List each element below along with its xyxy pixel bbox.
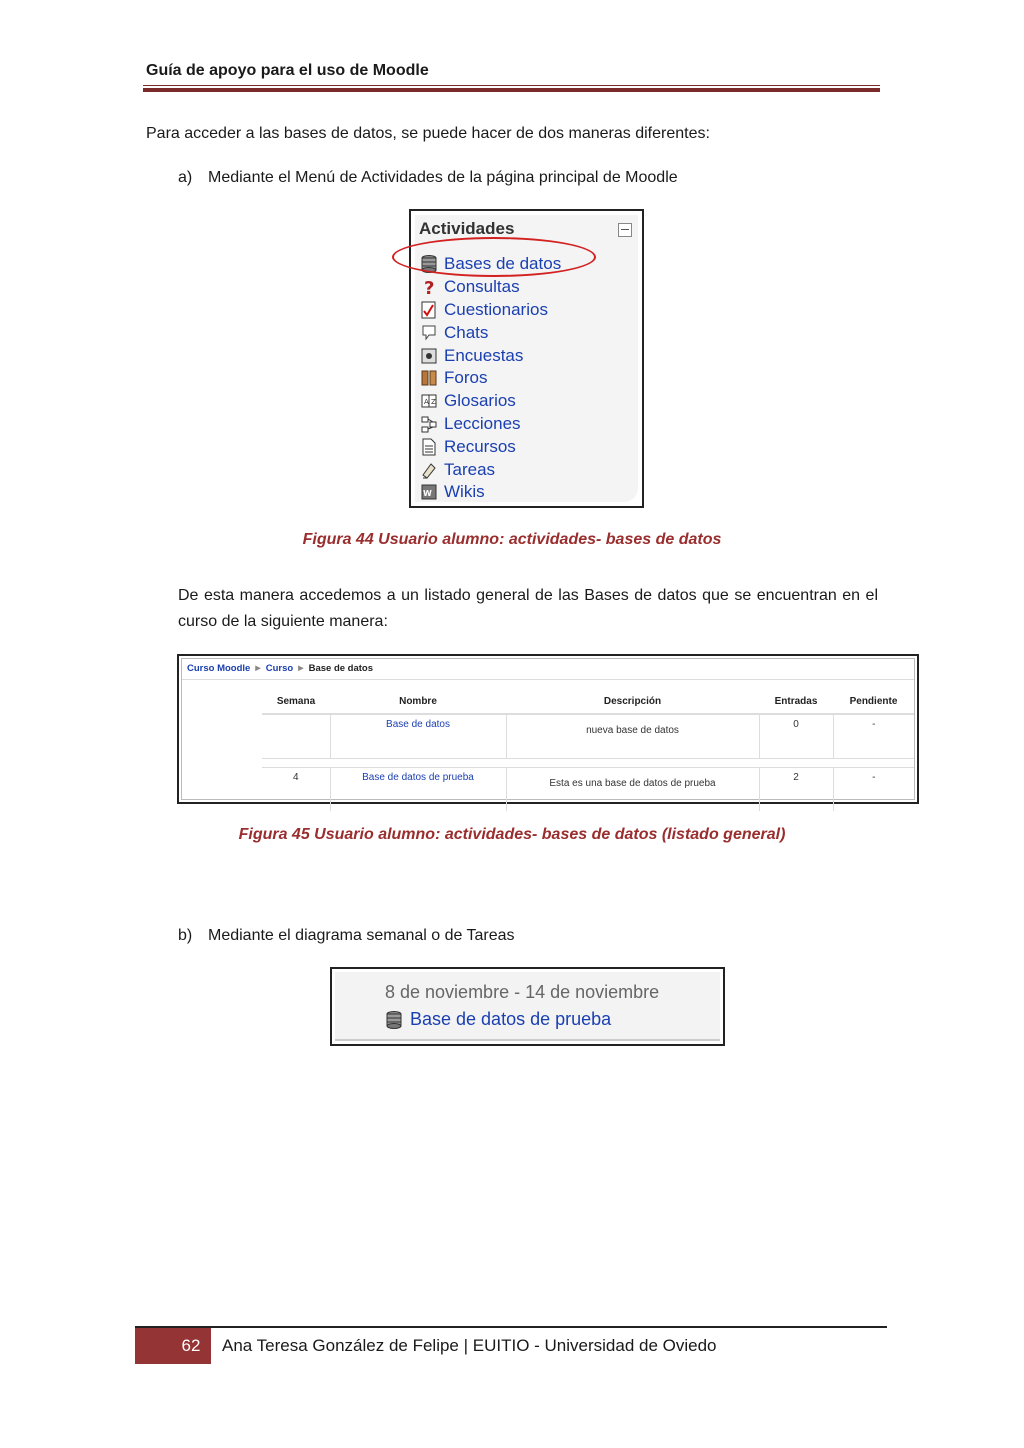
svg-text:A: A — [424, 398, 429, 407]
activity-item-label: Lecciones — [444, 413, 521, 433]
cell-pendiente: - — [872, 719, 876, 730]
figure-database-list — [177, 654, 919, 804]
page-number: 62 — [135, 1328, 211, 1364]
cell-nombre — [330, 714, 506, 759]
footer-text: Ana Teresa González de Felipe | EUITIO - Universidad de Oviedo — [222, 1336, 717, 1355]
week-title: 8 de noviembre - 14 de noviembre — [385, 982, 660, 1002]
intro-paragraph: Para acceder a las bases de datos, se puede hacer de dos maneras diferentes: — [146, 125, 710, 142]
activity-item-chats[interactable] — [420, 321, 561, 344]
breadcrumb-current: Base de datos — [308, 663, 374, 674]
column-header-nombre[interactable]: Nombre — [330, 689, 506, 714]
activity-item-label: Recursos — [444, 436, 516, 456]
activity-item-lecciones[interactable] — [420, 413, 561, 436]
activity-item-glosarios[interactable] — [420, 390, 561, 413]
figure-weekly-section — [330, 967, 725, 1046]
activity-item-wikis[interactable] — [420, 481, 561, 504]
figure-45-caption: Figura 45 Usuario alumno: actividades- bases de datos (listado general) — [238, 826, 786, 843]
description-text: Esta es una base de datos de prueba — [549, 778, 716, 789]
activity-item-label: Glosarios — [444, 391, 516, 411]
list-item-b-text: Mediante el diagrama semanal o de Tareas — [208, 927, 515, 944]
activity-item-tareas[interactable] — [420, 458, 561, 481]
lesson-icon — [420, 415, 438, 433]
cell-pendiente: - — [872, 772, 876, 783]
cell-semana — [262, 714, 330, 759]
list-item-a-label: a) — [178, 169, 193, 186]
svg-text:W: W — [423, 489, 432, 499]
activity-item-label: Consultas — [444, 277, 520, 297]
database-list-frame — [181, 658, 915, 800]
table-row — [262, 714, 914, 759]
table-spacer — [262, 759, 914, 768]
table-row — [262, 768, 914, 812]
list-item-a-text: Mediante el Menú de Actividades de la página principal de Moodle — [208, 169, 678, 186]
database-link[interactable]: Base de datos de prueba — [362, 772, 474, 783]
cell-semana: 4 — [262, 768, 330, 812]
highlight-circle — [392, 237, 596, 277]
week-database-link[interactable] — [385, 1009, 611, 1030]
figure-44-caption: Figura 44 Usuario alumno: actividades- bases de datos — [302, 531, 722, 548]
activities-block-title: Actividades — [419, 219, 515, 238]
cell-nombre — [330, 768, 506, 812]
table-header-row — [262, 689, 914, 714]
activity-item-label: Cuestionarios — [444, 299, 548, 319]
column-header-semana[interactable]: Semana — [262, 689, 330, 714]
breadcrumb-link-curso-moodle[interactable]: Curso Moodle — [187, 663, 251, 674]
activity-item-label: Wikis — [444, 482, 485, 502]
survey-icon — [420, 347, 438, 365]
cell-entradas: 0 — [759, 714, 833, 759]
column-header-descripcion: Descripción — [506, 689, 759, 714]
page-header-title: Guía de apoyo para el uso de Moodle — [146, 62, 429, 79]
activity-item-cuestionarios[interactable] — [420, 299, 561, 322]
cell-descripcion — [506, 714, 759, 759]
collapse-icon[interactable] — [618, 223, 632, 237]
forum-icon — [420, 369, 438, 387]
activity-item-label: Foros — [444, 368, 488, 388]
activity-item-encuestas[interactable] — [420, 344, 561, 367]
activity-item-label: Chats — [444, 322, 489, 342]
list-item-b-label: b) — [178, 927, 193, 944]
weekly-section-body — [335, 972, 720, 1041]
glossary-icon — [420, 392, 438, 410]
quiz-icon — [420, 301, 438, 319]
resource-icon — [420, 438, 438, 456]
paragraph-listado: De esta manera accedemos a un listado general de las Bases de datos que se encuentran en el curso de la siguiente manera: — [178, 587, 878, 630]
breadcrumb-divider — [182, 679, 914, 680]
header-rule-thick — [143, 88, 880, 92]
svg-text:?: ? — [424, 278, 435, 297]
database-icon — [385, 1011, 403, 1029]
description-text: nueva base de datos — [586, 725, 679, 736]
assignment-icon — [420, 461, 438, 479]
database-table — [262, 689, 914, 811]
breadcrumb — [187, 663, 373, 674]
activity-item-consultas[interactable] — [420, 276, 561, 299]
breadcrumb-link-curso[interactable]: Curso — [265, 663, 294, 674]
activity-item-recursos[interactable] — [420, 435, 561, 458]
activity-item-label: Tareas — [444, 459, 496, 479]
list-item-b — [178, 923, 515, 949]
svg-text:Z: Z — [431, 398, 436, 407]
list-item-a — [178, 165, 678, 191]
activities-list — [420, 253, 561, 504]
activity-item-foros[interactable] — [420, 367, 561, 390]
wiki-icon — [420, 483, 438, 501]
week-link-label: Base de datos de prueba — [410, 1009, 612, 1029]
footer-rule — [135, 1326, 887, 1328]
activity-item-label: Bases de datos — [444, 254, 562, 274]
question-icon — [420, 278, 438, 296]
database-link[interactable]: Base de datos — [386, 719, 450, 730]
activity-item-label: Encuestas — [444, 345, 524, 365]
breadcrumb-separator: ► — [296, 663, 306, 674]
cell-descripcion — [506, 768, 759, 812]
breadcrumb-separator: ► — [253, 663, 263, 674]
header-rule — [143, 85, 880, 86]
column-header-entradas: Entradas — [759, 689, 833, 714]
cell-entradas: 2 — [759, 768, 833, 812]
chat-icon — [420, 324, 438, 342]
column-header-pendiente: Pendiente — [833, 689, 914, 714]
